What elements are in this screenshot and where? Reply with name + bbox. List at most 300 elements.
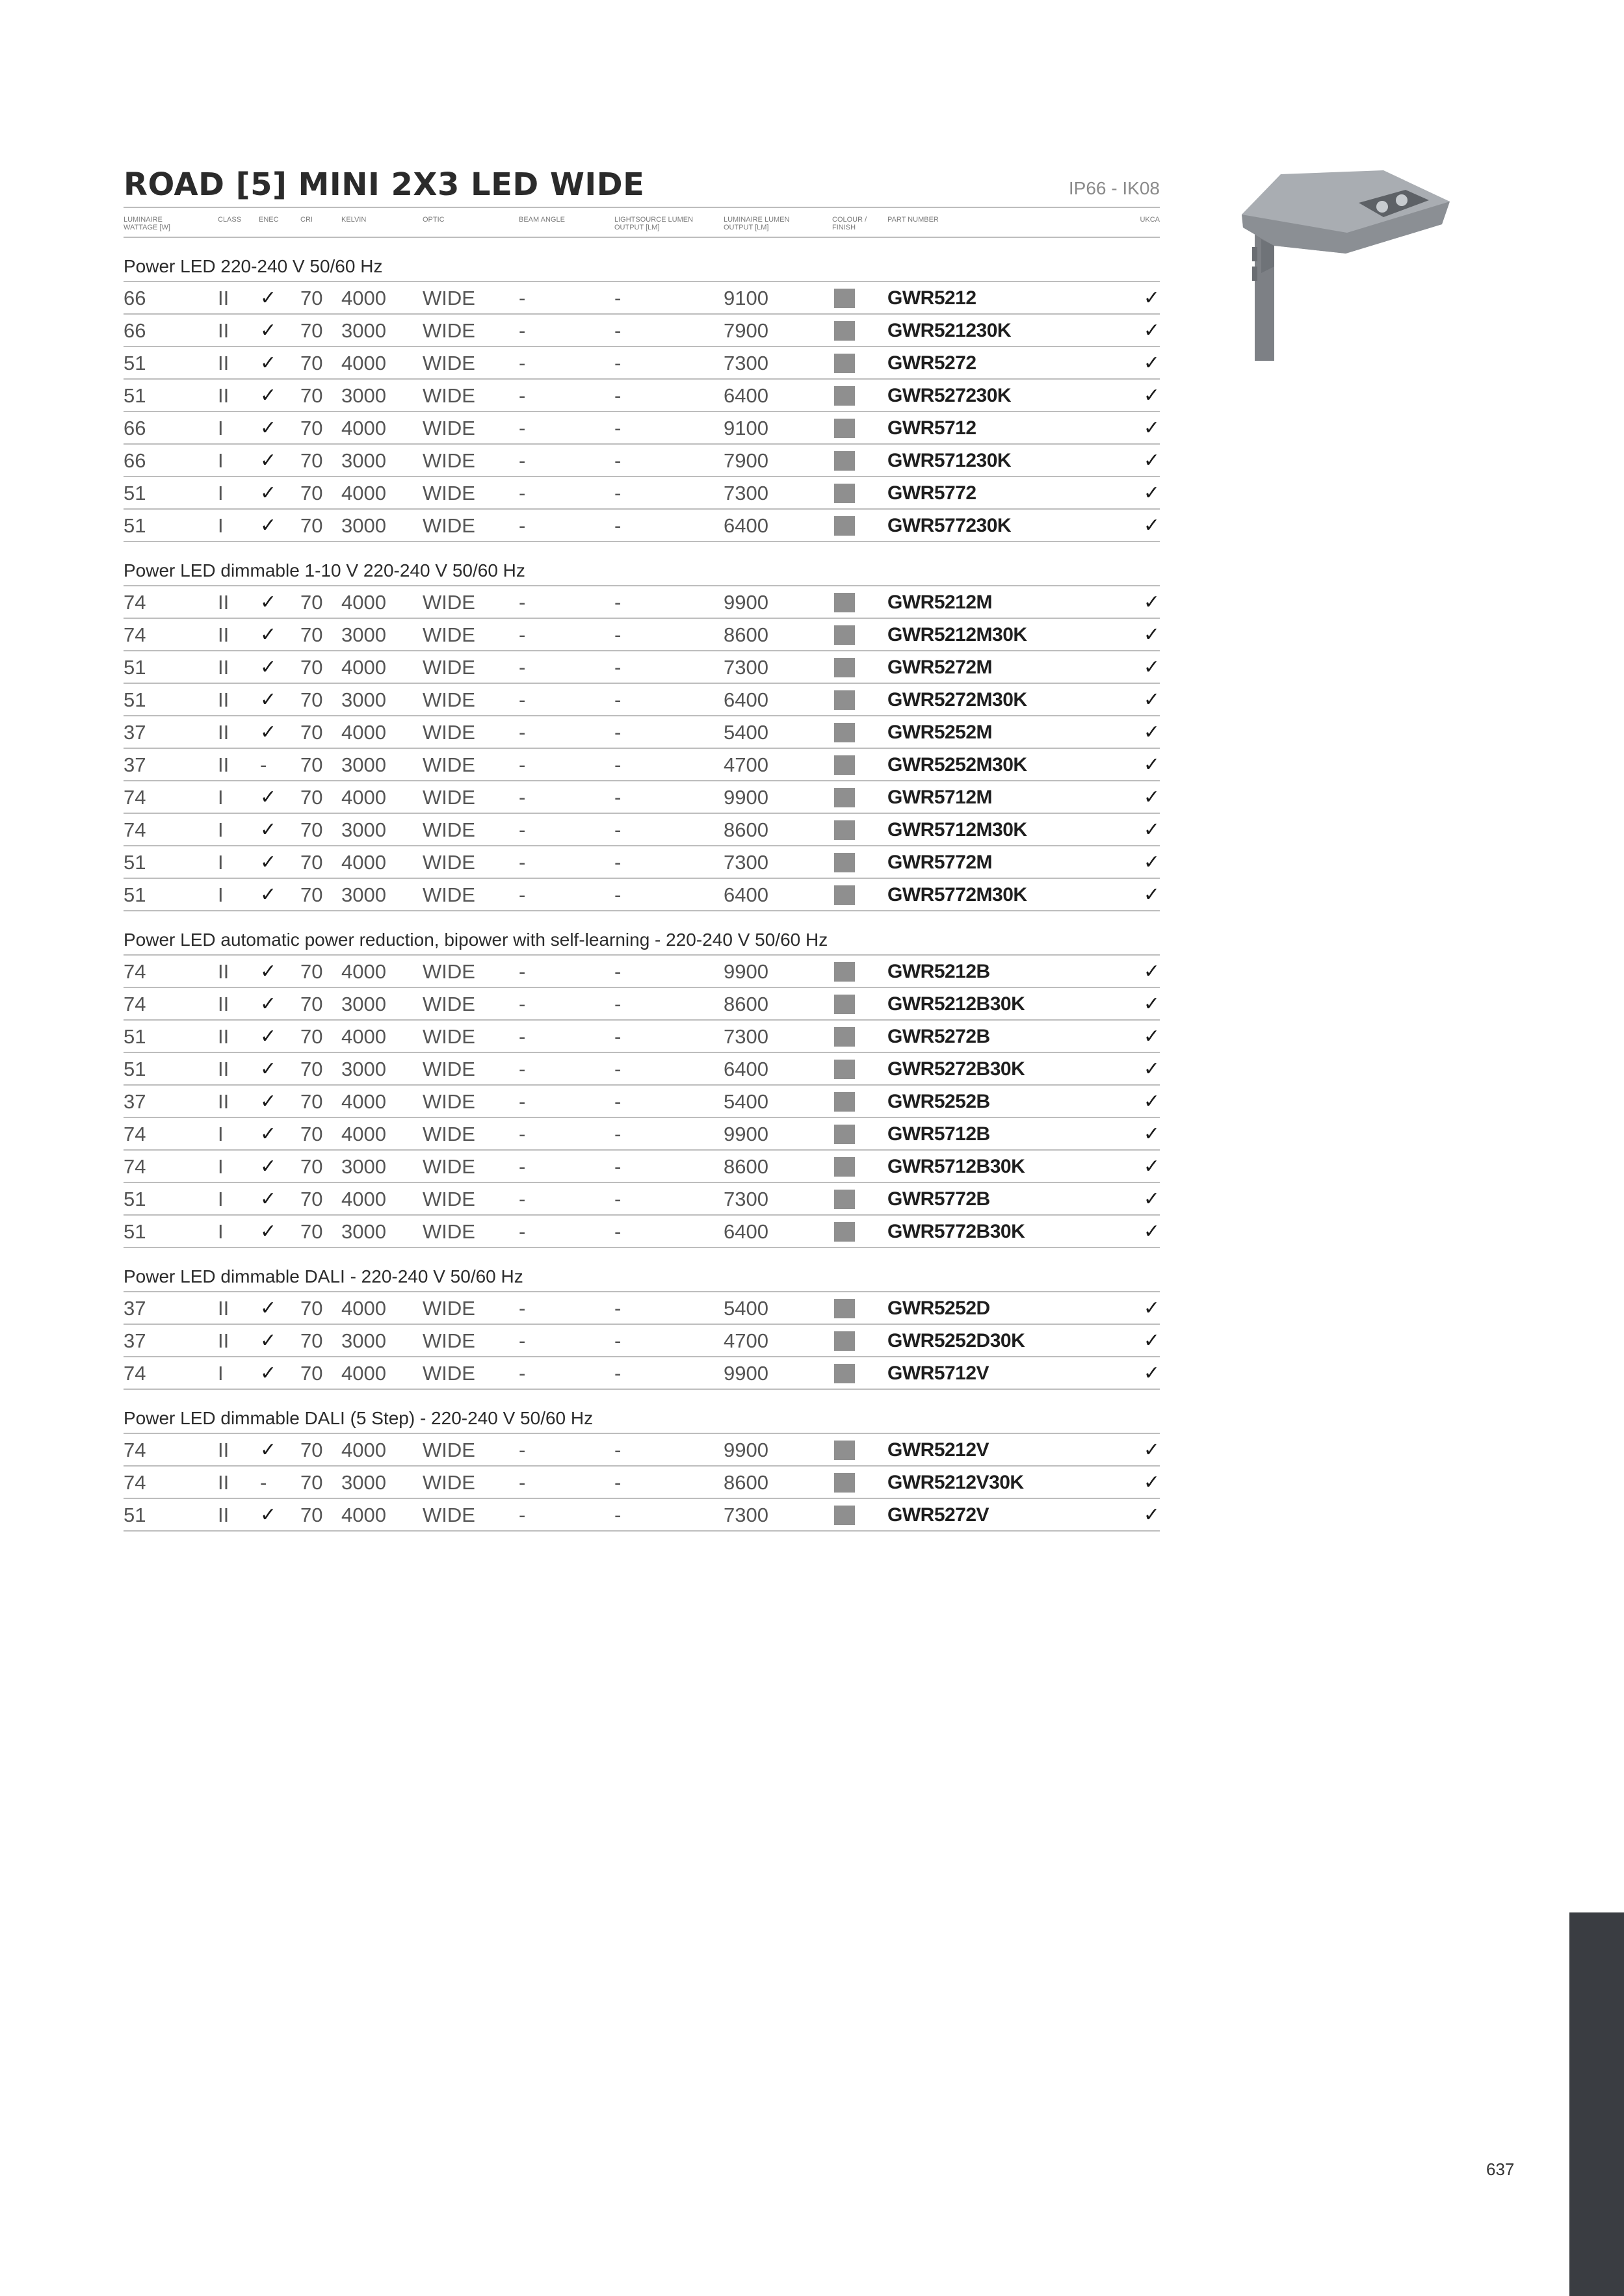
cell-luminaire-lumen: 5400 [724,1297,768,1320]
cell-luminaire-lumen: 6400 [724,384,768,407]
cell-cri: 70 [300,786,323,809]
colour-swatch-icon [834,516,855,536]
cell-cri: 70 [300,688,323,711]
cell-lightsource-lumen: - [614,591,622,614]
cell-luminaire-lumen: 7300 [724,656,768,679]
cell-optic: WIDE [423,883,475,906]
cell-lightsource-lumen: - [614,960,622,983]
table-row [124,477,1160,510]
cell-beam-angle: - [519,1471,526,1494]
cell-lightsource-lumen: - [614,1439,622,1461]
cell-kelvin: 3000 [341,623,386,646]
cell-lightsource-lumen: - [614,1188,622,1210]
header-beam-angle: BEAM ANGLE [519,216,565,224]
cell-wattage: 74 [124,960,146,983]
cell-part-number: GWR5712M30K [887,819,1027,841]
cell-kelvin: 3000 [341,818,386,841]
cell-luminaire-lumen: 8600 [724,993,768,1015]
cell-class: II [218,1439,229,1461]
cell-lightsource-lumen: - [614,352,622,374]
cell-luminaire-lumen: 9900 [724,591,768,614]
cell-class: II [218,319,229,342]
cell-wattage: 74 [124,591,146,614]
cell-cri: 70 [300,1123,323,1145]
cell-enec: ✓ [260,1330,277,1351]
cell-part-number: GWR5212B [887,961,990,982]
table-row [124,1357,1160,1390]
cell-optic: WIDE [423,1471,475,1494]
colour-swatch-icon [834,321,855,341]
section-title: Power LED dimmable DALI (5 Step) - 220-240 V 50/60 Hz [124,1390,1160,1434]
cell-kelvin: 4000 [341,1362,386,1385]
cell-part-number: GWR5212V [887,1439,989,1461]
table-row [124,988,1160,1021]
cell-ukca: ✓ [1143,689,1160,711]
cell-beam-angle: - [519,993,526,1015]
cell-optic: WIDE [423,688,475,711]
table-row [124,1325,1160,1357]
cell-part-number: GWR5772 [887,482,976,504]
cell-cri: 70 [300,1297,323,1320]
page-title: ROAD [5] MINI 2X3 LED WIDE [124,166,645,203]
cell-lightsource-lumen: - [614,993,622,1015]
cell-enec: ✓ [260,722,277,743]
colour-swatch-icon [834,1092,855,1112]
cell-class: II [218,1090,229,1113]
cell-class: I [218,514,224,537]
cell-kelvin: 4000 [341,960,386,983]
cell-luminaire-lumen: 8600 [724,1155,768,1178]
table-header [124,207,1160,238]
cell-beam-angle: - [519,1220,526,1243]
cell-part-number: GWR5772B [887,1188,990,1210]
cell-part-number: GWR527230K [887,385,1012,406]
cell-luminaire-lumen: 7900 [724,449,768,472]
cell-cri: 70 [300,352,323,374]
table-row [124,956,1160,988]
cell-part-number: GWR5212 [887,287,976,309]
cell-optic: WIDE [423,417,475,439]
table-row [124,1434,1160,1467]
cell-cri: 70 [300,753,323,776]
cell-ukca: ✓ [1143,1472,1160,1493]
cell-cri: 70 [300,1220,323,1243]
cell-wattage: 51 [124,1220,146,1243]
cell-class: II [218,591,229,614]
cell-enec: ✓ [260,1026,277,1047]
cell-class: II [218,656,229,679]
cell-lightsource-lumen: - [614,688,622,711]
colour-swatch-icon [834,755,855,775]
cell-class: II [218,384,229,407]
table-row [124,1467,1160,1499]
cell-optic: WIDE [423,514,475,537]
cell-part-number: GWR5272B [887,1026,990,1047]
colour-swatch-icon [834,484,855,503]
cell-class: II [218,623,229,646]
cell-enec: - [260,1471,267,1494]
cell-kelvin: 4000 [341,656,386,679]
cell-optic: WIDE [423,482,475,504]
cell-wattage: 51 [124,352,146,374]
cell-luminaire-lumen: 9100 [724,417,768,439]
cell-kelvin: 3000 [341,883,386,906]
table-row [124,846,1160,879]
table-row [124,781,1160,814]
cell-class: I [218,1123,224,1145]
cell-enec: ✓ [260,1298,277,1319]
cell-beam-angle: - [519,656,526,679]
cell-class: I [218,1220,224,1243]
cell-wattage: 74 [124,818,146,841]
cell-class: I [218,482,224,504]
cell-part-number: GWR5252M [887,722,993,743]
cell-cri: 70 [300,319,323,342]
cell-cri: 70 [300,1329,323,1352]
cell-class: II [218,960,229,983]
cell-kelvin: 4000 [341,1504,386,1526]
colour-swatch-icon [834,885,855,905]
colour-swatch-icon [834,1157,855,1177]
cell-kelvin: 3000 [341,384,386,407]
colour-swatch-icon [834,853,855,872]
cell-kelvin: 4000 [341,721,386,744]
cell-lightsource-lumen: - [614,482,622,504]
cell-lightsource-lumen: - [614,1155,622,1178]
cell-wattage: 51 [124,688,146,711]
cell-ukca: ✓ [1143,352,1160,374]
table-row [124,1216,1160,1248]
cell-beam-angle: - [519,1362,526,1385]
cell-luminaire-lumen: 7300 [724,1504,768,1526]
table-row [124,814,1160,846]
cell-ukca: ✓ [1143,852,1160,873]
cell-kelvin: 4000 [341,1439,386,1461]
cell-luminaire-lumen: 9900 [724,1439,768,1461]
cell-cri: 70 [300,1058,323,1080]
cell-wattage: 66 [124,319,146,342]
cell-enec: ✓ [260,320,277,341]
cell-ukca: ✓ [1143,993,1160,1015]
colour-swatch-icon [834,625,855,645]
cell-part-number: GWR5772M30K [887,884,1027,906]
cell-beam-angle: - [519,851,526,874]
cell-part-number: GWR5712V [887,1363,989,1384]
cell-lightsource-lumen: - [614,1090,622,1113]
cell-optic: WIDE [423,1025,475,1048]
cell-optic: WIDE [423,623,475,646]
cell-part-number: GWR5272V [887,1504,989,1526]
cell-lightsource-lumen: - [614,1362,622,1385]
cell-part-number: GWR5712M [887,787,993,808]
cell-kelvin: 3000 [341,449,386,472]
cell-optic: WIDE [423,1329,475,1352]
cell-kelvin: 4000 [341,287,386,309]
header-lightsource-lumen: LIGHTSOURCE LUMEN OUTPUT [LM] [614,216,694,231]
cell-lightsource-lumen: - [614,883,622,906]
cell-beam-angle: - [519,287,526,309]
cell-luminaire-lumen: 5400 [724,1090,768,1113]
cell-cri: 70 [300,514,323,537]
header-class: CLASS [218,216,242,224]
cell-optic: WIDE [423,993,475,1015]
cell-luminaire-lumen: 4700 [724,1329,768,1352]
cell-beam-angle: - [519,319,526,342]
cell-lightsource-lumen: - [614,721,622,744]
cell-kelvin: 3000 [341,1329,386,1352]
cell-beam-angle: - [519,591,526,614]
cell-luminaire-lumen: 8600 [724,818,768,841]
cell-optic: WIDE [423,1297,475,1320]
cell-kelvin: 4000 [341,1025,386,1048]
cell-luminaire-lumen: 9900 [724,1362,768,1385]
cell-wattage: 51 [124,514,146,537]
cell-enec: ✓ [260,482,277,504]
cell-beam-angle: - [519,1329,526,1352]
cell-ukca: ✓ [1143,482,1160,504]
cell-ukca: ✓ [1143,1026,1160,1047]
cell-part-number: GWR5252D30K [887,1330,1025,1351]
cell-luminaire-lumen: 6400 [724,1220,768,1243]
cell-luminaire-lumen: 4700 [724,753,768,776]
cell-class: I [218,883,224,906]
cell-enec: ✓ [260,1363,277,1384]
cell-cri: 70 [300,1362,323,1385]
cell-beam-angle: - [519,1439,526,1461]
cell-kelvin: 4000 [341,1090,386,1113]
table-row [124,282,1160,315]
cell-part-number: GWR5272M30K [887,689,1027,711]
colour-swatch-icon [834,1222,855,1242]
cell-kelvin: 4000 [341,591,386,614]
colour-swatch-icon [834,1441,855,1460]
cell-luminaire-lumen: 8600 [724,623,768,646]
cell-kelvin: 3000 [341,993,386,1015]
colour-swatch-icon [834,1364,855,1383]
cell-beam-angle: - [519,786,526,809]
colour-swatch-icon [834,289,855,308]
luminaire-product-image [1235,163,1456,361]
cell-class: I [218,1188,224,1210]
cell-luminaire-lumen: 9900 [724,960,768,983]
table-row [124,1292,1160,1325]
cell-class: I [218,417,224,439]
table-row [124,315,1160,347]
cell-class: II [218,1329,229,1352]
cell-part-number: GWR5772M [887,852,993,873]
cell-wattage: 66 [124,417,146,439]
cell-class: II [218,753,229,776]
cell-part-number: GWR521230K [887,320,1012,341]
cell-part-number: GWR571230K [887,450,1012,471]
cell-lightsource-lumen: - [614,851,622,874]
cell-ukca: ✓ [1143,754,1160,776]
cell-wattage: 74 [124,1155,146,1178]
cell-ukca: ✓ [1143,1091,1160,1112]
cell-part-number: GWR5252B [887,1091,990,1112]
cell-wattage: 51 [124,482,146,504]
colour-swatch-icon [834,419,855,438]
cell-ukca: ✓ [1143,1156,1160,1177]
colour-swatch-icon [834,1331,855,1351]
cell-optic: WIDE [423,1439,475,1461]
cell-ukca: ✓ [1143,450,1160,471]
colour-swatch-icon [834,1060,855,1079]
cell-part-number: GWR5212M30K [887,624,1027,646]
section-title: Power LED automatic power reduction, bipower with self-learning - 220-240 V 50/60 Hz [124,911,1160,956]
cell-optic: WIDE [423,656,475,679]
ip-rating: IP66 - IK08 [1068,178,1160,198]
cell-class: I [218,851,224,874]
cell-optic: WIDE [423,1362,475,1385]
cell-enec: ✓ [260,352,277,374]
cell-ukca: ✓ [1143,722,1160,743]
cell-wattage: 66 [124,287,146,309]
colour-swatch-icon [834,1299,855,1318]
cell-beam-angle: - [519,1090,526,1113]
colour-swatch-icon [834,962,855,982]
cell-class: II [218,352,229,374]
colour-swatch-icon [834,788,855,807]
table-row [124,684,1160,716]
cell-enec: - [260,753,267,776]
cell-optic: WIDE [423,818,475,841]
cell-optic: WIDE [423,287,475,309]
colour-swatch-icon [834,1190,855,1209]
cell-wattage: 74 [124,623,146,646]
cell-cri: 70 [300,993,323,1015]
cell-wattage: 51 [124,1188,146,1210]
cell-class: II [218,287,229,309]
cell-part-number: GWR5712B30K [887,1156,1025,1177]
cell-kelvin: 4000 [341,482,386,504]
cell-beam-angle: - [519,1025,526,1048]
cell-optic: WIDE [423,753,475,776]
cell-enec: ✓ [260,515,277,536]
cell-lightsource-lumen: - [614,1058,622,1080]
cell-class: II [218,1025,229,1048]
table-row [124,1183,1160,1216]
cell-optic: WIDE [423,591,475,614]
cell-lightsource-lumen: - [614,1220,622,1243]
cell-ukca: ✓ [1143,1439,1160,1461]
cell-ukca: ✓ [1143,1221,1160,1242]
cell-part-number: GWR5272M [887,657,993,678]
cell-part-number: GWR5272 [887,352,976,374]
cell-class: I [218,818,224,841]
cell-luminaire-lumen: 9100 [724,287,768,309]
cell-luminaire-lumen: 6400 [724,688,768,711]
cell-kelvin: 3000 [341,1220,386,1243]
cell-class: I [218,449,224,472]
cell-part-number: GWR5772B30K [887,1221,1025,1242]
cell-kelvin: 4000 [341,851,386,874]
table-row [124,412,1160,445]
table-row [124,347,1160,380]
cell-class: I [218,1155,224,1178]
cell-cri: 70 [300,287,323,309]
cell-optic: WIDE [423,1155,475,1178]
cell-enec: ✓ [260,819,277,841]
cell-optic: WIDE [423,319,475,342]
cell-ukca: ✓ [1143,592,1160,613]
cell-beam-angle: - [519,514,526,537]
cell-beam-angle: - [519,818,526,841]
chapter-side-tab [1569,1912,1624,2296]
cell-part-number: GWR5272B30K [887,1058,1025,1080]
table-row [124,879,1160,911]
cell-cri: 70 [300,1025,323,1048]
cell-lightsource-lumen: - [614,1025,622,1048]
cell-cri: 70 [300,818,323,841]
cell-part-number: GWR5252D [887,1298,990,1319]
cell-beam-angle: - [519,1297,526,1320]
cell-lightsource-lumen: - [614,818,622,841]
cell-optic: WIDE [423,1058,475,1080]
cell-beam-angle: - [519,688,526,711]
cell-cri: 70 [300,960,323,983]
cell-luminaire-lumen: 7300 [724,482,768,504]
cell-cri: 70 [300,623,323,646]
cell-beam-angle: - [519,482,526,504]
cell-enec: ✓ [260,1058,277,1080]
cell-enec: ✓ [260,1123,277,1145]
table-row [124,619,1160,651]
cell-part-number: GWR5712 [887,417,976,439]
cell-cri: 70 [300,1155,323,1178]
cell-cri: 70 [300,883,323,906]
cell-class: II [218,688,229,711]
cell-kelvin: 3000 [341,1155,386,1178]
cell-beam-angle: - [519,623,526,646]
cell-part-number: GWR5712B [887,1123,990,1145]
header-enec: ENEC [259,216,279,224]
cell-luminaire-lumen: 9900 [724,1123,768,1145]
cell-enec: ✓ [260,385,277,406]
cell-kelvin: 3000 [341,688,386,711]
cell-luminaire-lumen: 9900 [724,786,768,809]
colour-swatch-icon [834,1506,855,1525]
cell-wattage: 37 [124,1329,146,1352]
cell-class: I [218,1362,224,1385]
table-row [124,1151,1160,1183]
cell-optic: WIDE [423,1123,475,1145]
colour-swatch-icon [834,354,855,373]
cell-wattage: 37 [124,753,146,776]
cell-lightsource-lumen: - [614,449,622,472]
cell-cri: 70 [300,482,323,504]
cell-ukca: ✓ [1143,1298,1160,1319]
cell-enec: ✓ [260,884,277,906]
cell-part-number: GWR577230K [887,515,1012,536]
cell-ukca: ✓ [1143,884,1160,906]
section-title: Power LED 220-240 V 50/60 Hz [124,238,1160,282]
cell-beam-angle: - [519,352,526,374]
cell-beam-angle: - [519,1504,526,1526]
cell-enec: ✓ [260,852,277,873]
cell-ukca: ✓ [1143,1058,1160,1080]
cell-optic: WIDE [423,721,475,744]
header-colour-finish: COLOUR / FINISH [832,216,867,231]
table-row [124,1053,1160,1086]
cell-lightsource-lumen: - [614,514,622,537]
cell-part-number: GWR5252M30K [887,754,1027,776]
cell-optic: WIDE [423,1090,475,1113]
cell-lightsource-lumen: - [614,623,622,646]
cell-beam-angle: - [519,883,526,906]
colour-swatch-icon [834,593,855,612]
cell-kelvin: 4000 [341,1297,386,1320]
